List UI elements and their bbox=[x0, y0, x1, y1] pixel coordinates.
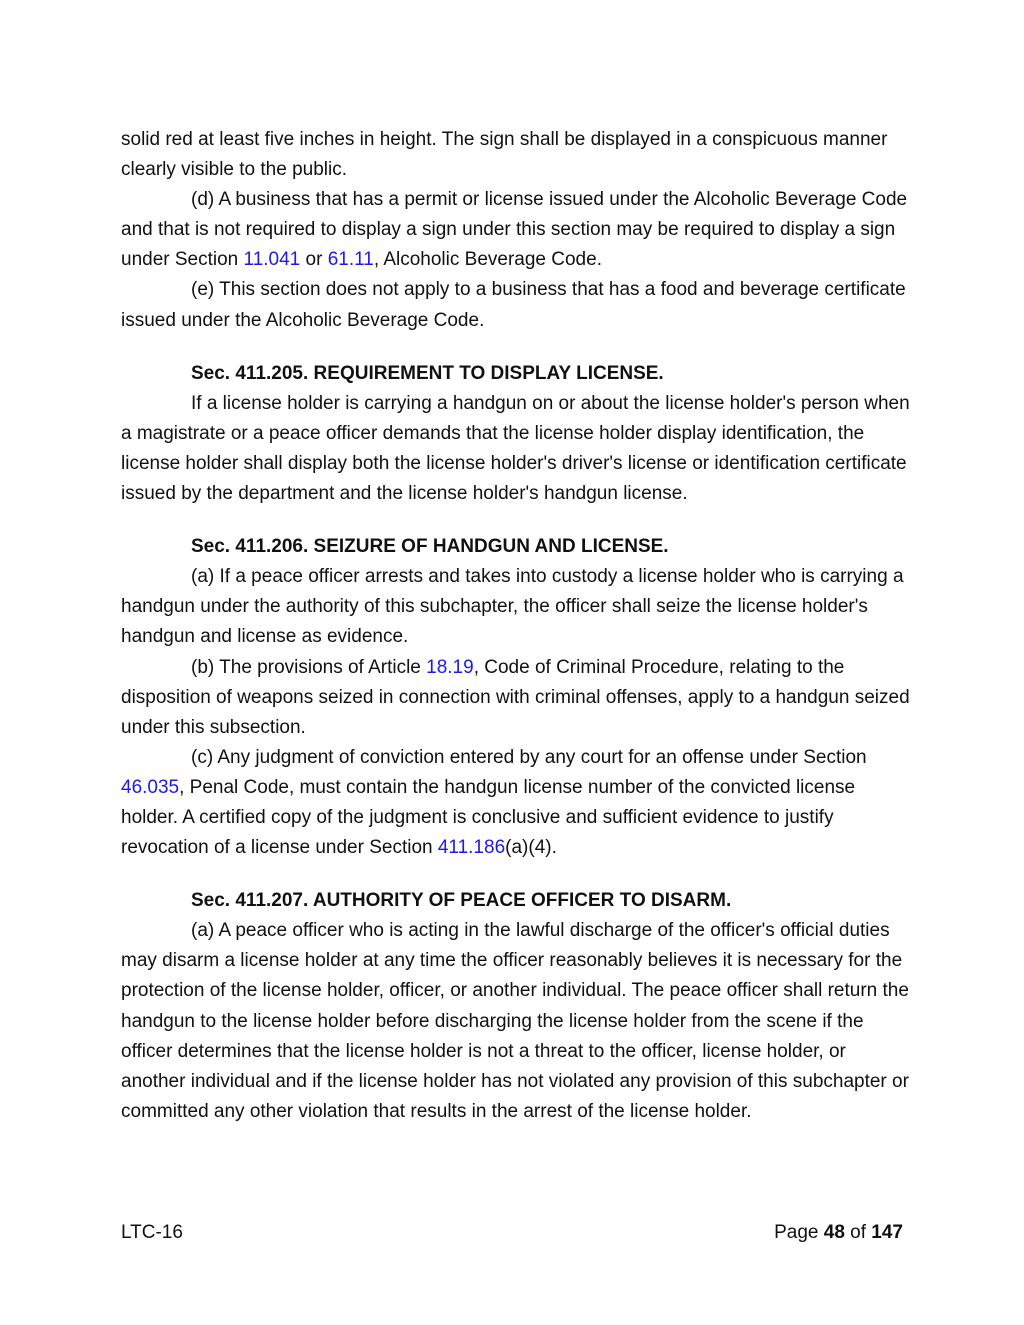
page-number: 48 bbox=[823, 1222, 845, 1243]
section-411-206-c: (c) Any judgment of conviction entered by any court for an offense under Section 46.035, Penal Code, must contain the handgun license number of the convicted license holder. A certified copy of the judgment is conclusive and sufficient evidence to justify revocation of a license under Section 411.186(a)(4). bbox=[121, 746, 867, 859]
document-body bbox=[121, 125, 911, 1127]
link-411-186[interactable]: 411.186 bbox=[437, 837, 506, 859]
link-11-041[interactable]: 11.041 bbox=[243, 249, 301, 271]
paragraph-e: (e) This section does not apply to a business that has a food and beverage certificate issued under the Alcoholic Beverage Code. bbox=[121, 279, 906, 331]
page-total: 147 bbox=[871, 1222, 903, 1243]
section-heading-411-205: Sec. 411.205. REQUIREMENT TO DISPLAY LICENSE. bbox=[191, 362, 664, 384]
section-411-206-a: (a) If a peace officer arrests and takes into custody a license holder who is carrying a handgun under the authority of this subchapter, the officer shall seize the license holder's handgun and license as evidence. bbox=[121, 566, 904, 648]
link-18-19[interactable]: 18.19 bbox=[426, 656, 474, 678]
section-heading-411-206: Sec. 411.206. SEIZURE OF HANDGUN AND LICENSE. bbox=[191, 536, 669, 558]
document-id: LTC-16 bbox=[121, 1222, 183, 1243]
section-411-205-body: If a license holder is carrying a handgun on or about the license holder's person when a magistrate or a peace officer demands that the license holder display identification, the license holder shall display both the license holder's driver's license or identification certificate issued by the department and the license holder's handgun license. bbox=[121, 392, 910, 505]
link-61-11[interactable]: 61.11 bbox=[327, 249, 374, 271]
link-46-035[interactable]: 46.035 bbox=[121, 776, 180, 798]
section-411-206-b: (b) The provisions of Article 18.19, Code of Criminal Procedure, relating to the disposition of weapons seized in connection with criminal offenses, apply to a handgun seized under this subsection. bbox=[121, 656, 910, 738]
page-indicator: Page 48 of 147 bbox=[774, 1222, 903, 1243]
section-heading-411-207: Sec. 411.207. AUTHORITY OF PEACE OFFICER TO DISARM. bbox=[191, 890, 732, 912]
paragraph-d: (d) A business that has a permit or license issued under the Alcoholic Beverage Code and that is not required to display a sign under this section may be required to display a sign under Section 11.041 or 61.11, Alcoholic Beverage Code. bbox=[121, 189, 908, 271]
continuation-paragraph: solid red at least five inches in height. The sign shall be displayed in a conspicuous manner clearly visible to the public. bbox=[121, 129, 888, 181]
section-411-207-a: (a) A peace officer who is acting in the lawful discharge of the officer's official duties may disarm a license holder at any time the officer reasonably believes it is necessary for the protection of the license holder, officer, or another individual. The peace officer shall return the handgun to the license holder before discharging the license holder from the scene if the officer determines that the license holder is not a threat to the officer, license holder, or another individual and if the license holder has not violated any provision of this subchapter or committed any other violation that results in the arrest of the license holder. bbox=[121, 920, 909, 1122]
